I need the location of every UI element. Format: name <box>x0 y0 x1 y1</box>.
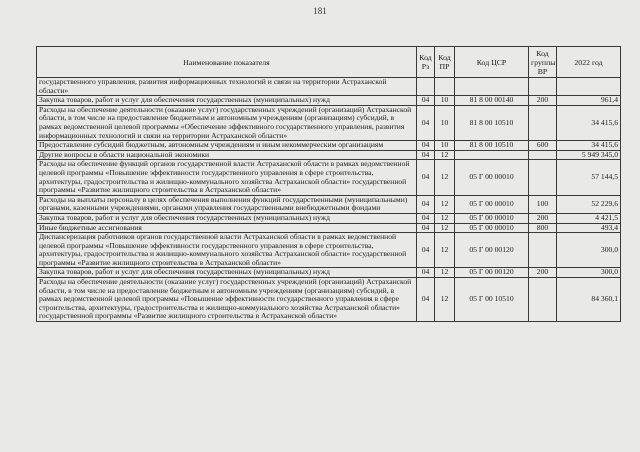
cell-csr: 81 8 00 00140 <box>455 96 529 106</box>
cell-pr: 12 <box>435 213 455 223</box>
cell-pr: 12 <box>435 223 455 233</box>
header-vr: Код группы ВР <box>529 47 557 78</box>
cell-vr <box>529 150 557 160</box>
page-number: 181 <box>313 6 327 16</box>
cell-sum: 34 415,6 <box>557 141 621 151</box>
cell-rz: 04 <box>417 213 435 223</box>
cell-rz: 04 <box>417 268 435 278</box>
cell-rz: 04 <box>417 150 435 160</box>
cell-pr: 12 <box>435 268 455 278</box>
cell-pr <box>435 78 455 96</box>
cell-sum: 4 421,5 <box>557 213 621 223</box>
cell-sum: 300,0 <box>557 268 621 278</box>
cell-sum <box>557 78 621 96</box>
cell-pr: 10 <box>435 105 455 140</box>
cell-vr <box>529 160 557 195</box>
cell-sum: 34 415,6 <box>557 105 621 140</box>
cell-sum: 961,4 <box>557 96 621 106</box>
cell-name: Диспансеризация работников органов государственной власти Астраханской области в рамках ведомственной целевой программы «Повышение эффективности государственного управления в сфере строительства, архитектуры, градостроительства и жилищно-коммунального хозяйства Астраханской области» государственной программы «Развитие жилищного строительства в Астраханской области» <box>37 233 417 268</box>
cell-rz: 04 <box>417 160 435 195</box>
cell-vr <box>529 233 557 268</box>
cell-name: Расходы на обеспечение деятельности (оказание услуг) государственных учреждений (организаций) Астраханской области, в том числе на предоставление бюджетным и автономным учреждениям (организациям) субсидий, в рамках ведомственной целевой программы «Обеспечение эффективного государственного управления, развития информационных технологий и связи на территории Астраханской области» <box>37 105 417 140</box>
table-row <box>37 233 621 268</box>
cell-name: Закупка товаров, работ и услуг для обеспечения государственных (муниципальных) нужд <box>37 213 417 223</box>
cell-csr: 05 Г 00 00120 <box>455 233 529 268</box>
cell-vr: 200 <box>529 96 557 106</box>
table-row <box>37 96 621 106</box>
cell-csr <box>455 150 529 160</box>
cell-sum: 300,0 <box>557 233 621 268</box>
cell-rz: 04 <box>417 105 435 140</box>
cell-rz: 04 <box>417 195 435 213</box>
cell-csr: 81 8 00 10510 <box>455 105 529 140</box>
cell-csr: 05 Г 00 00010 <box>455 195 529 213</box>
cell-sum: 5 949 345,0 <box>557 150 621 160</box>
cell-name: Предоставление субсидий бюджетным, автономным учреждениям и иным некоммерческим организациям <box>37 141 417 151</box>
cell-sum: 493,4 <box>557 223 621 233</box>
table-row <box>37 195 621 213</box>
cell-pr: 10 <box>435 141 455 151</box>
cell-csr <box>455 78 529 96</box>
cell-pr: 12 <box>435 160 455 195</box>
cell-rz: 04 <box>417 233 435 268</box>
cell-name: Другие вопросы в области национальной экономики <box>37 150 417 160</box>
table-row <box>37 105 621 140</box>
cell-vr <box>529 78 557 96</box>
cell-pr: 12 <box>435 150 455 160</box>
cell-vr: 600 <box>529 141 557 151</box>
header-row <box>37 47 621 78</box>
cell-csr: 05 Г 00 00010 <box>455 213 529 223</box>
cell-rz: 04 <box>417 141 435 151</box>
header-csr: Код ЦСР <box>455 47 529 78</box>
cell-vr: 200 <box>529 213 557 223</box>
table-row <box>37 160 621 195</box>
cell-pr: 12 <box>435 233 455 268</box>
cell-pr: 12 <box>435 278 455 322</box>
cell-csr: 81 8 00 10510 <box>455 141 529 151</box>
cell-vr <box>529 278 557 322</box>
cell-name: Закупка товаров, работ и услуг для обеспечения государственных (муниципальных) нужд <box>37 96 417 106</box>
cell-name: государственного управления, развития информационных технологий и связи на территории Астраханской области» <box>37 78 417 96</box>
cell-vr: 800 <box>529 223 557 233</box>
cell-vr: 100 <box>529 195 557 213</box>
table-row <box>37 141 621 151</box>
cell-sum: 57 144,5 <box>557 160 621 195</box>
budget-table <box>36 46 621 322</box>
cell-name: Закупка товаров, работ и услуг для обеспечения государственных (муниципальных) нужд <box>37 268 417 278</box>
cell-pr: 10 <box>435 96 455 106</box>
cell-sum: 84 360,1 <box>557 278 621 322</box>
cell-csr: 05 Г 00 10510 <box>455 278 529 322</box>
header-pr: Код ПР <box>435 47 455 78</box>
cell-name: Расходы на обеспечение деятельности (оказание услуг) государственных учреждений (организаций) Астраханской области, в том числе на предоставление бюджетным и автономным учреждениям (организациям) субсидий, в рамках ведомственной целевой программы «Повышение эффективности государственного управления в сфере строительства, архитектуры, градостроительства и жилищно-коммунального хозяйства Астраханской области» государственной программы «Развитие жилищного строительства в Астраханской области» <box>37 278 417 322</box>
cell-rz: 04 <box>417 223 435 233</box>
cell-csr: 05 Г 00 00010 <box>455 160 529 195</box>
header-rz: Код Рз <box>417 47 435 78</box>
cell-sum: 52 229,6 <box>557 195 621 213</box>
cell-name: Иные бюджетные ассигнования <box>37 223 417 233</box>
cell-pr: 12 <box>435 195 455 213</box>
table-row <box>37 78 621 96</box>
cell-name: Расходы на выплаты персоналу в целях обеспечения выполнения функций государственными (муниципальными) органами, казенными учреждениями, органами управления государственными внебюджетными фондами <box>37 195 417 213</box>
cell-vr: 200 <box>529 268 557 278</box>
cell-csr: 05 Г 00 00010 <box>455 223 529 233</box>
cell-csr: 05 Г 00 00120 <box>455 268 529 278</box>
header-sum: 2022 год <box>557 47 621 78</box>
cell-rz: 04 <box>417 278 435 322</box>
cell-name: Расходы на обеспечение функций органов государственной власти Астраханской области в рамках ведомственной целевой программы «Повышение эффективности государственного управления в сфере строительства, архитектуры, градостроительства и жилищно-коммунального хозяйства Астраханской области» государственной программы «Развитие жилищного строительства в Астраханской области» <box>37 160 417 195</box>
header-name: Наименование показателя <box>37 47 417 78</box>
table-row <box>37 213 621 223</box>
cell-rz: 04 <box>417 96 435 106</box>
table-row <box>37 278 621 322</box>
cell-rz <box>417 78 435 96</box>
cell-vr <box>529 105 557 140</box>
